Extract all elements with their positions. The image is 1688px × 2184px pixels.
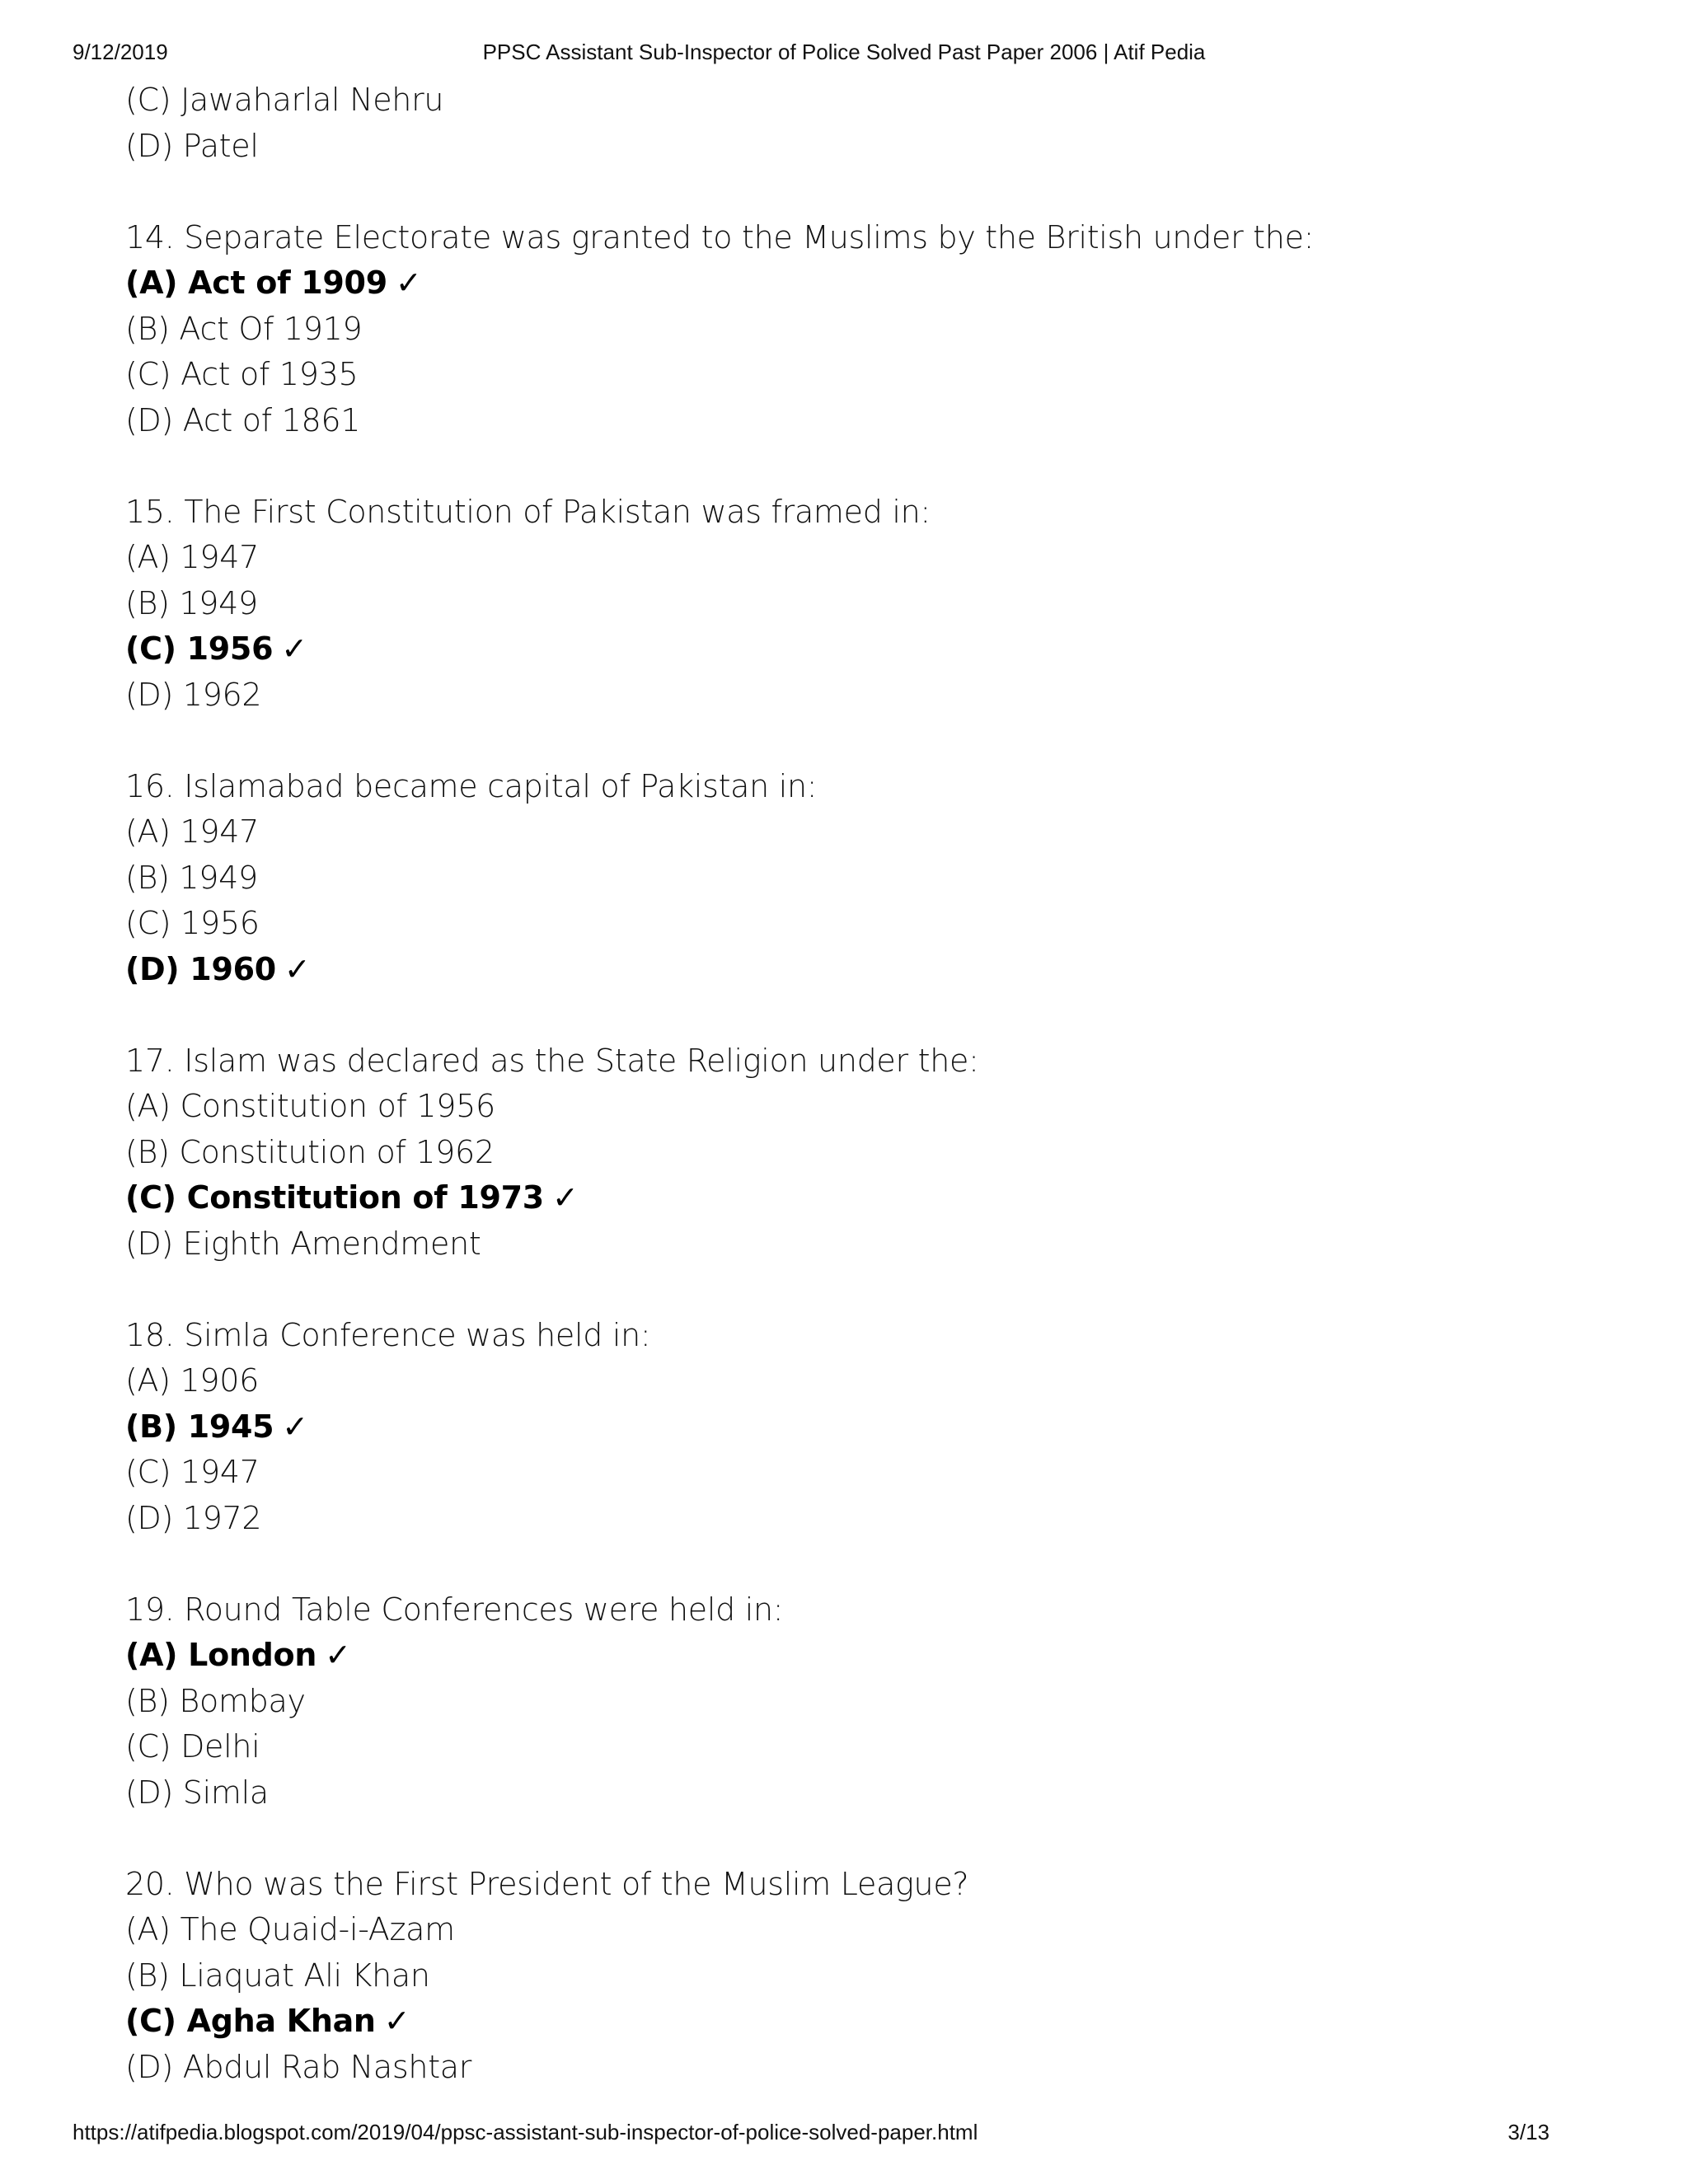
option: (B) Act Of 1919 [125, 310, 363, 347]
print-date: 9/12/2019 [73, 40, 168, 64]
option: (D) Simla [125, 1774, 269, 1811]
check-icon: ✓ [325, 1637, 351, 1673]
check-icon: ✓ [395, 265, 422, 301]
check-icon: ✓ [282, 1408, 308, 1445]
correct-option [125, 1999, 1526, 2045]
question-block [125, 215, 1526, 444]
option: (B) Constitution of 1962 [125, 1133, 495, 1170]
print-header [73, 40, 1615, 69]
option: (D) Act of 1861 [125, 401, 361, 438]
option: (A) Constitution of 1956 [125, 1088, 495, 1124]
correct-option [125, 1175, 1526, 1221]
option: (D) 1972 [125, 1499, 262, 1536]
option-label: (C) Constitution of 1973 [125, 1179, 544, 1216]
question-block [125, 490, 1526, 719]
question-block [125, 1862, 1526, 2091]
correct-option [125, 1404, 1526, 1451]
option: (D) Abdul Rab Nashtar [125, 2048, 472, 2085]
option: (B) 1949 [125, 859, 258, 896]
correct-option [125, 947, 1526, 993]
option: (D) 1962 [125, 676, 262, 713]
question-text: 19. Round Table Conferences were held in: [125, 1591, 784, 1628]
page-url: https://atifpedia.blogspot.com/2019/04/ppsc-assistant-sub-inspector-of-police-solved-paper.html [73, 2120, 978, 2144]
question-block [125, 1313, 1526, 1542]
option-label: (C) Agha Khan [125, 2003, 376, 2039]
option: (C) Delhi [125, 1728, 260, 1765]
correct-option [125, 626, 1526, 673]
option: (A) 1906 [125, 1362, 260, 1399]
check-icon: ✓ [281, 630, 307, 667]
option: (C) 1947 [125, 1454, 260, 1490]
question-text: 14. Separate Electorate was granted to the Muslims by the British under the: [125, 218, 1315, 255]
question-text: 16. Islamabad became capital of Pakistan in: [125, 767, 818, 804]
question-text: 15. The First Constitution of Pakistan was framed in: [125, 493, 931, 530]
option-label: (D) 1960 [125, 950, 276, 987]
page-title: PPSC Assistant Sub-Inspector of Police Solved Past Paper 2006 | Atif Pedia [482, 40, 1206, 64]
page-number: 3/13 [1507, 2120, 1550, 2144]
correct-option [125, 1633, 1526, 1679]
question-text: 20. Who was the First President of the Muslim League? [125, 1865, 969, 1902]
option: (C) 1956 [125, 905, 260, 941]
option: (A) 1947 [125, 539, 260, 575]
option: (D) Patel [125, 127, 259, 164]
option-label: (C) 1956 [125, 630, 274, 667]
question-block [125, 1038, 1526, 1268]
option-label: (B) 1945 [125, 1408, 274, 1445]
option: (B) Liaquat Ali Khan [125, 1957, 430, 1994]
check-icon: ✓ [383, 2003, 410, 2039]
question-list [125, 215, 1526, 2091]
check-icon: ✓ [284, 950, 311, 987]
option: (A) The Quaid-i-Azam [125, 1911, 455, 1947]
option-label: (A) Act of 1909 [125, 265, 387, 301]
question-text: 18. Simla Conference was held in: [125, 1316, 651, 1353]
question-text: 17. Islam was declared as the State Religion under the: [125, 1042, 979, 1079]
check-icon: ✓ [551, 1179, 579, 1216]
option-label: (A) London [125, 1637, 317, 1673]
option: (C) Jawaharlal Nehru [125, 82, 444, 118]
quiz-content [125, 77, 1526, 2090]
question-block [125, 764, 1526, 993]
option: (C) Act of 1935 [125, 356, 359, 392]
option: (A) 1947 [125, 813, 260, 850]
option: (B) Bombay [125, 1682, 306, 1719]
option: (B) 1949 [125, 584, 258, 621]
option: (D) Eighth Amendment [125, 1225, 481, 1262]
carryover-options [125, 77, 1526, 169]
correct-option [125, 260, 1526, 307]
question-block [125, 1587, 1526, 1816]
print-footer [73, 2120, 1615, 2149]
